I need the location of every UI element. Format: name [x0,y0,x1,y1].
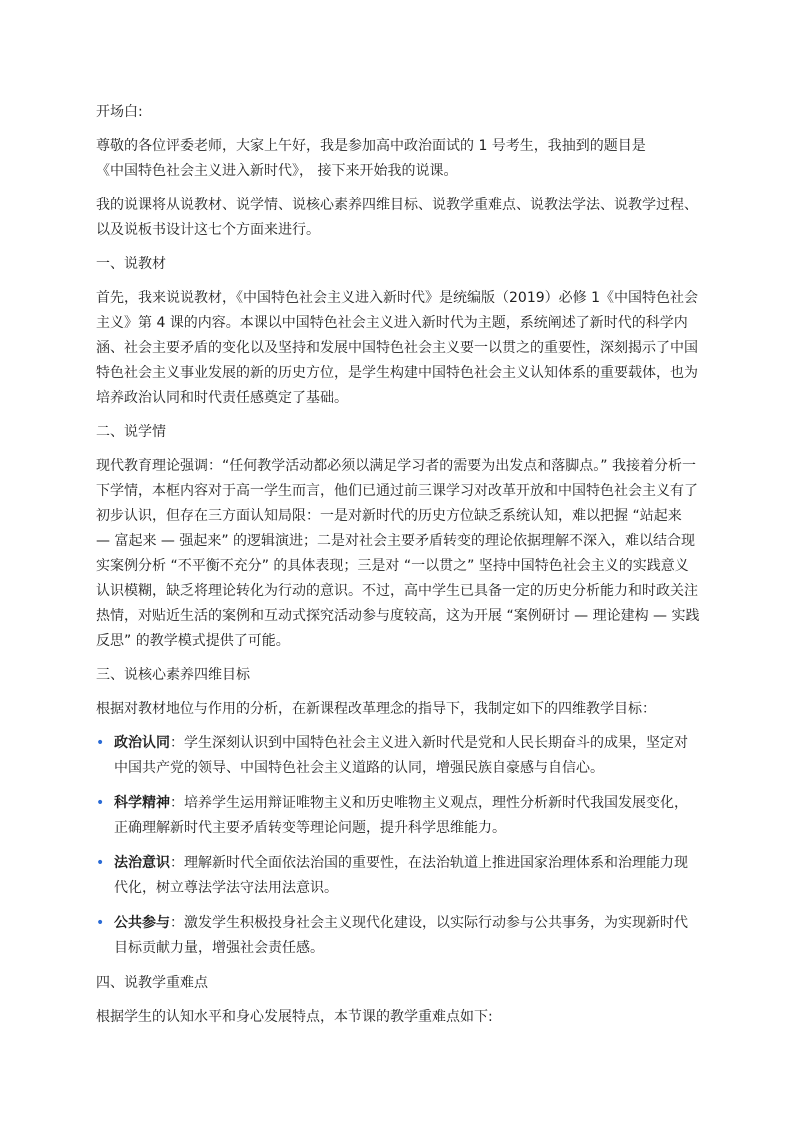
list-item-goal [96,911,700,961]
goal-term: 科学精神 [114,795,170,811]
greeting-line-2: 《中国特色社会主义进入新时代》， 接下来开始我的说课。 [96,163,458,179]
section-4-title: 四、说教学重难点 [96,975,208,991]
document-page [96,100,700,1039]
goal-colon: ： [170,795,184,811]
list-item-goal [96,791,700,841]
goal-colon: ： [170,915,184,931]
goals-list [96,731,700,961]
goal-colon: ： [170,855,184,871]
goal-text: 理解新时代全面依法治国的重要性，在法治轨道上推进国家治理体系和治理能力现代化，树立尊法学法守法用法意识。 [114,855,688,896]
goal-term: 公共参与 [114,915,170,931]
section-1-title: 一、说教材 [96,256,166,272]
section-1-body: 首先，我来说说教材，《中国特色社会主义进入新时代》是统编版（2019）必修 1《中国特色社会主义》第 4 课的内容。本课以中国特色社会主义进入新时代为主题，系统阐述了新时代的科学内涵、社会主要矛盾的变化以及坚持和发展中国特色社会主义要一以贯之的重要性，深刻揭示了中国特色社会主义事业发展的新的历史方位，是学生构建中国特色社会主义认知体系的重要载体，也为培养政治认同和时代责任感奠定了基础。 [96,290,698,406]
bullet-icon: • [96,855,105,871]
section-3-title: 三、说核心素养四维目标 [96,667,250,683]
goal-text: 培养学生运用辩证唯物主义和历史唯物主义观点，理性分析新时代我国发展变化，正确理解新时代主要矛盾转变等理论问题，提升科学思维能力。 [114,795,688,836]
goal-term: 政治认同 [114,735,170,751]
opening-label: 开场白: [96,104,143,120]
section-2-body: 现代教育理论强调：“任何教学活动都必须以满足学习者的需要为出发点和落脚点。” 我接着分析一下学情，本框内容对于高一学生而言，他们已通过前三课学习对改革开放和中国特色社会主义有了初步认识，但存在三方面认知局限：一是对新时代的历史方位缺乏系统认知，难以把握 “站起来 — 富起来 — 强起来” 的逻辑演进；二是对社会主要矛盾转变的理论依据理解不深入，难以结合现实案例分析 “不平衡不充分” 的具体表现；三是对 “一以贯之” 坚持中国特色社会主义的实践意义认识模糊，缺乏将理论转化为行动的意识。不过，高中学生已具备一定的历史分析能力和时政关注热情，对贴近生活的案例和互动式探究活动参与度较高，这为开展 “案例研讨 — 理论建构 — 实践反思” 的教学模式提供了可能。 [96,458,700,649]
outline-paragraph: 我的说课将从说教材、说学情、说核心素养四维目标、说教学重难点、说教法学法、说教学过程、以及说板书设计这七个方面来进行。 [96,197,698,238]
bullet-icon: • [96,795,105,811]
list-item-goal [96,731,700,781]
goal-term: 法治意识 [114,855,170,871]
goal-text: 激发学生积极投身社会主义现代化建设，以实际行动参与公共事务，为实现新时代目标贡献力量，增强社会责任感。 [114,915,688,956]
section-3-intro: 根据对教材地位与作用的分析，在新课程改革理念的指导下，我制定如下的四维教学目标： [96,701,656,717]
section-2-title: 二、说学情 [96,424,166,440]
section-4-intro: 根据学生的认知水平和身心发展特点，本节课的教学重难点如下: [96,1009,493,1025]
greeting-paragraph [96,134,700,184]
greeting-line-1: 尊敬的各位评委老师，大家上午好，我是参加高中政治面试的 1 号考生，我抽到的题目是 [96,138,646,154]
bullet-icon: • [96,915,105,931]
goal-colon: ： [170,735,184,751]
bullet-icon: • [96,735,105,751]
goal-text: 学生深刻认识到中国特色社会主义进入新时代是党和人民长期奋斗的成果，坚定对中国共产党的领导、中国特色社会主义道路的认同，增强民族自豪感与自信心。 [114,735,688,776]
list-item-goal [96,851,700,901]
